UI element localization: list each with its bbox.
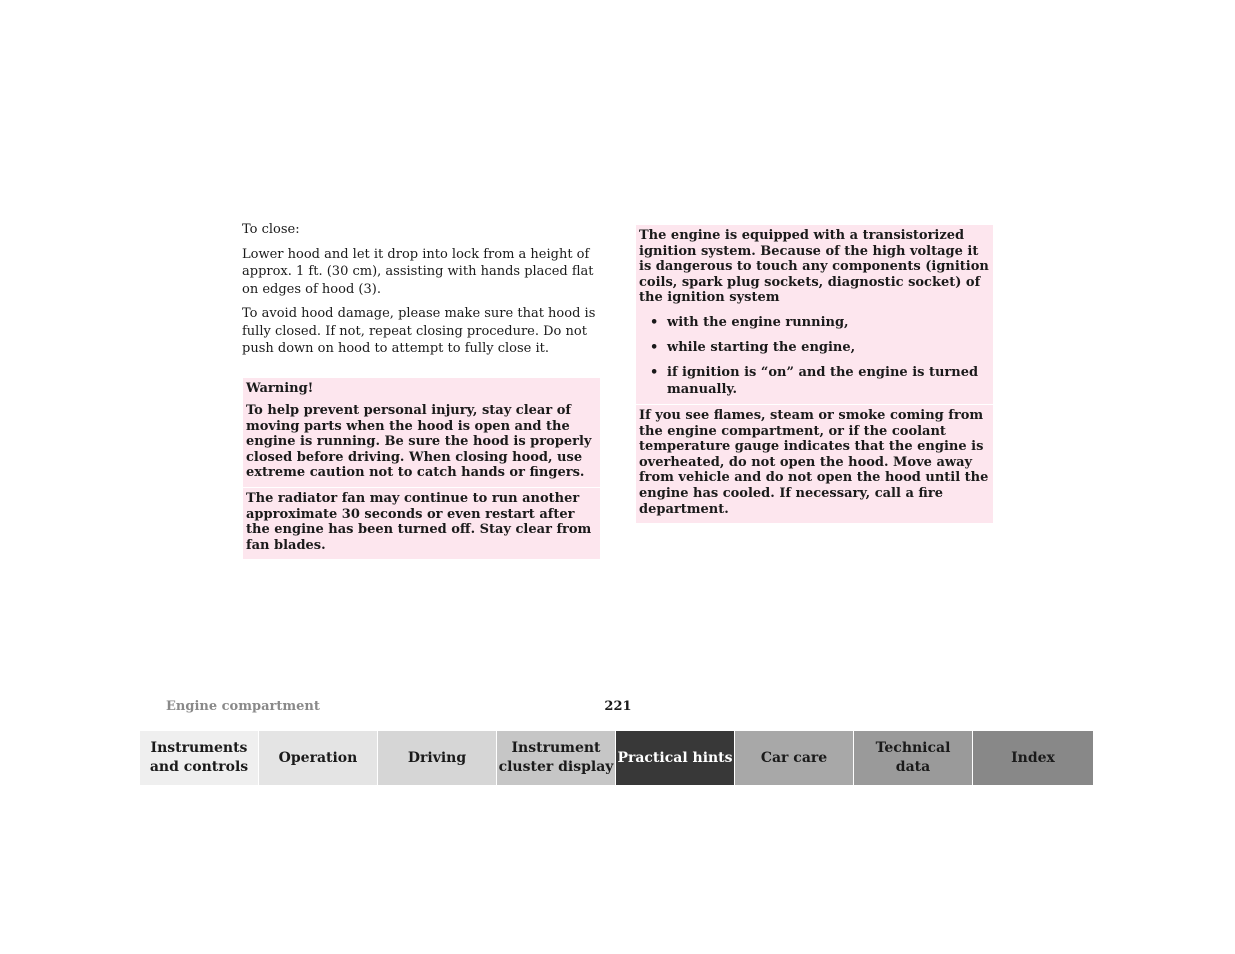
- tab-technical-data[interactable]: Technical data: [854, 731, 973, 785]
- list-item: • while starting the engine,: [639, 339, 990, 356]
- right-column: [636, 225, 993, 523]
- ignition-conditions-list: [639, 314, 990, 398]
- to-close-heading: To close:: [242, 222, 300, 237]
- chapter-nav: [140, 731, 1095, 785]
- ignition-warning-text: The engine is equipped with a transistorized ignition system. Because of the high voltage it is dangerous to touch any components (ignition coils, spark plug sockets, diagnostic socket) of the ignition system: [639, 228, 989, 306]
- tab-car-care[interactable]: Car care: [735, 731, 854, 785]
- warning-box-right: [636, 225, 993, 523]
- warning-section-flames: [636, 404, 993, 523]
- tab-instruments-and-controls[interactable]: Instruments and controls: [140, 731, 259, 785]
- injury-warning-text: To help prevent personal injury, stay clear of moving parts when the hood is open and the engine is running. Be sure the hood is properly closed before driving. When closing hood, use extreme caution not to catch hands or fingers.: [246, 403, 592, 481]
- page-number: 221: [604, 699, 632, 714]
- left-column: [242, 221, 600, 559]
- warning-section-injury: [243, 378, 600, 488]
- radiator-fan-warning-text: The radiator fan may continue to run another approximate 30 seconds or even restart after the engine has been turned off. Stay clear from fan blades.: [246, 491, 592, 553]
- hood-damage-note: To avoid hood damage, please make sure that hood is fully closed. If not, repeat closing procedure. Do not push down on hood to attempt to fully close it.: [242, 306, 596, 356]
- tab-index[interactable]: Index: [973, 731, 1093, 785]
- tab-operation[interactable]: Operation: [259, 731, 378, 785]
- warning-section-ignition: [636, 225, 993, 404]
- section-title: Engine compartment: [166, 699, 320, 714]
- tab-instrument-cluster-display[interactable]: Instrument cluster display: [497, 731, 616, 785]
- warning-box-left: [243, 378, 600, 560]
- closing-instructions: Lower hood and let it drop into lock from a height of approx. 1 ft. (30 cm), assisting with hands placed flat on edges of hood (3).: [242, 246, 594, 297]
- tab-practical-hints[interactable]: Practical hints: [616, 731, 735, 785]
- warning-section-fan: [243, 487, 600, 559]
- list-item: • if ignition is “on” and the engine is turned manually.: [639, 364, 990, 398]
- warning-title: Warning!: [246, 380, 314, 396]
- flames-warning-text: If you see flames, steam or smoke coming from the engine compartment, or if the coolant temperature gauge indicates that the engine is overheated, do not open the hood. Move away from vehicle and do not open the hood until the engine has cooled. If necessary, call a fire department.: [639, 407, 989, 517]
- tab-driving[interactable]: Driving: [378, 731, 497, 785]
- list-item: • with the engine running,: [639, 314, 990, 331]
